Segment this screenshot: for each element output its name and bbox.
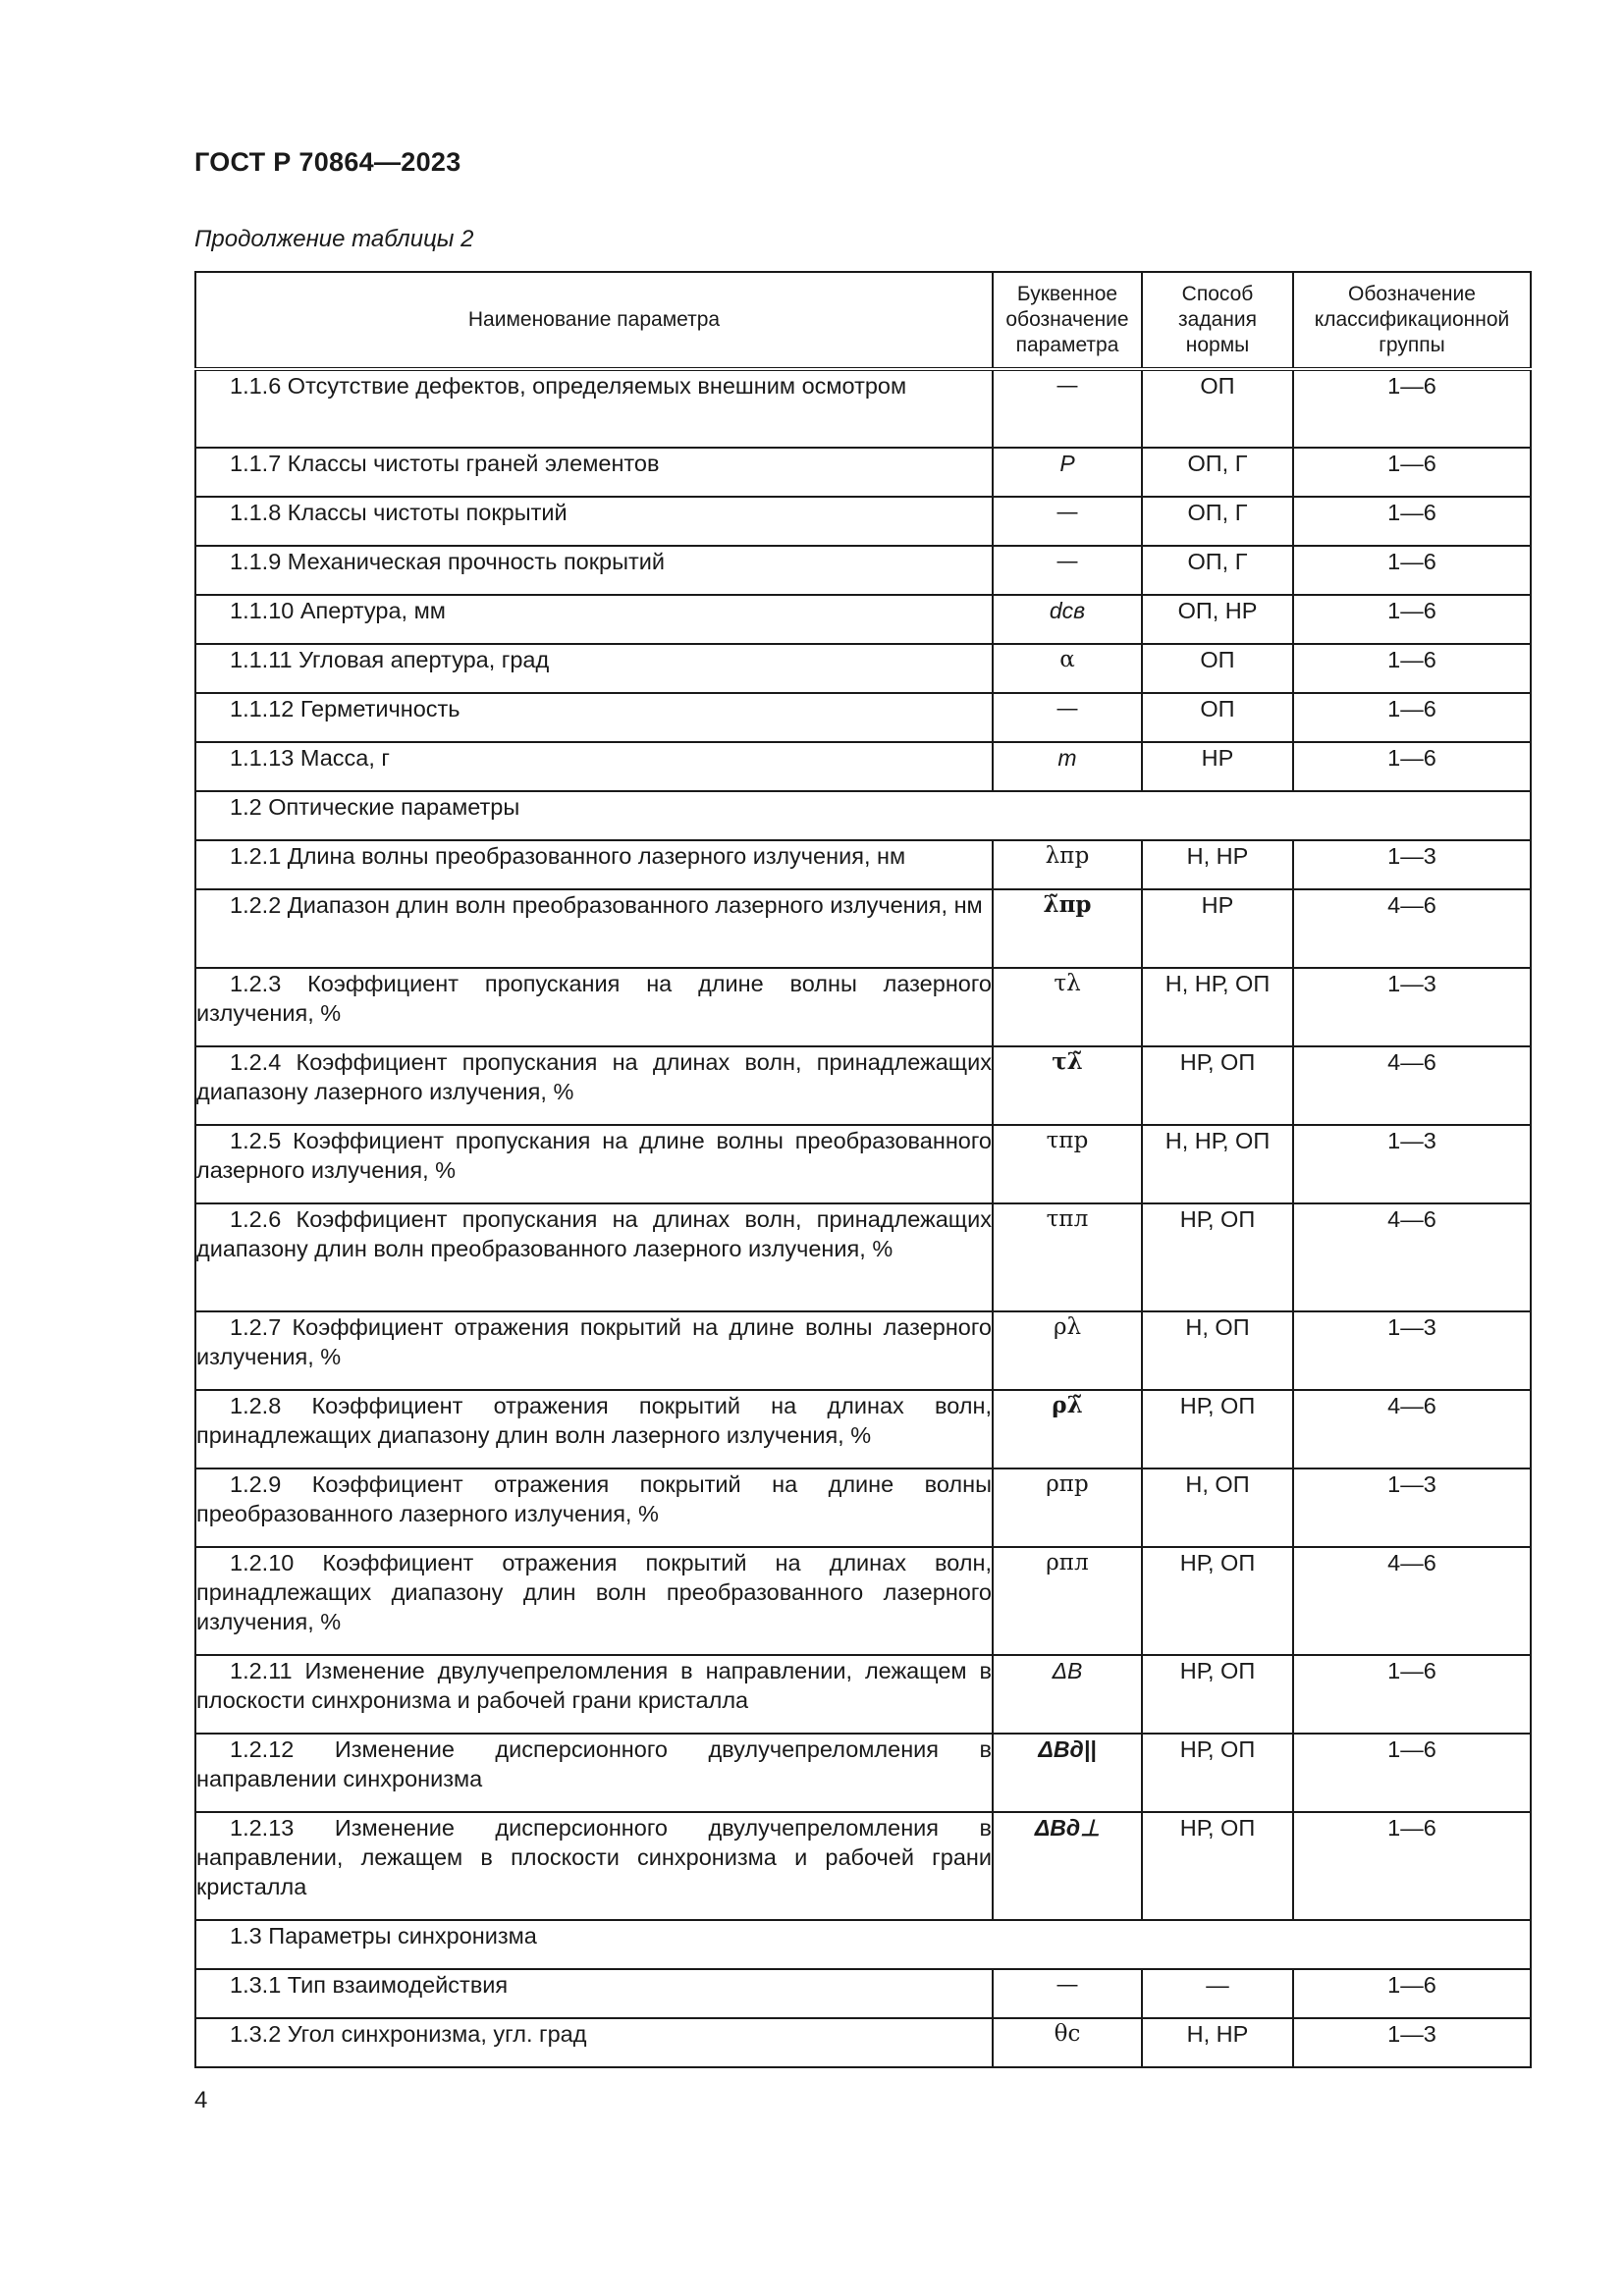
table-row: [195, 1655, 1531, 1734]
row-group: 1—6: [1293, 595, 1531, 644]
row-name: 1.2.8 Коэффициент отражения покрытий на длинах волн, принадлежащих диапазону длин волн лазерного излучения, %: [195, 1390, 993, 1468]
table-row: [195, 742, 1531, 791]
row-method: ОП: [1142, 693, 1293, 742]
row-symbol: τλ: [993, 968, 1142, 1046]
row-method: —: [1142, 1969, 1293, 2018]
row-name: 1.3.1 Тип взаимодействия: [195, 1969, 993, 2018]
row-method: Н, НР, ОП: [1142, 1125, 1293, 1203]
table-row: [195, 546, 1531, 595]
row-method: НР: [1142, 889, 1293, 968]
table-row: [195, 448, 1531, 497]
row-symbol: α: [993, 644, 1142, 693]
row-symbol: —: [993, 693, 1142, 742]
row-symbol: —: [993, 497, 1142, 546]
row-method: НР, ОП: [1142, 1547, 1293, 1655]
row-name: 1.2.9 Коэффициент отражения покрытий на длине волны преобразованного лазерного излучения, %: [195, 1468, 993, 1547]
section-title: 1.3 Параметры синхронизма: [195, 1920, 1531, 1969]
row-symbol: —: [993, 546, 1142, 595]
table-body: [195, 369, 1531, 2067]
row-group: 1—6: [1293, 369, 1531, 448]
row-method: ОП, Г: [1142, 448, 1293, 497]
row-group: 1—6: [1293, 1969, 1531, 2018]
row-group: 1—3: [1293, 968, 1531, 1046]
row-method: ОП, Г: [1142, 546, 1293, 595]
row-group: 1—6: [1293, 1734, 1531, 1812]
row-symbol: ρλ̃: [993, 1390, 1142, 1468]
table-row: [195, 1547, 1531, 1655]
row-group: 4—6: [1293, 1203, 1531, 1311]
row-symbol: m: [993, 742, 1142, 791]
table-row: [195, 1812, 1531, 1920]
row-name: 1.1.9 Механическая прочность покрытий: [195, 546, 993, 595]
row-method: Н, НР: [1142, 840, 1293, 889]
table-row: [195, 644, 1531, 693]
row-group: 4—6: [1293, 1547, 1531, 1655]
row-group: 1—6: [1293, 546, 1531, 595]
row-name: 1.3.2 Угол синхронизма, угл. град: [195, 2018, 993, 2067]
table-caption: Продолжение таблицы 2: [194, 226, 474, 252]
section-row: [195, 791, 1531, 840]
row-symbol: ΔBд||: [993, 1734, 1142, 1812]
row-group: 1—6: [1293, 644, 1531, 693]
row-method: НР, ОП: [1142, 1203, 1293, 1311]
table-row: [195, 1468, 1531, 1547]
row-group: 1—6: [1293, 693, 1531, 742]
row-symbol: —: [993, 1969, 1142, 2018]
row-method: ОП: [1142, 369, 1293, 448]
row-symbol: P: [993, 448, 1142, 497]
table-row: [195, 1390, 1531, 1468]
row-name: 1.2.13 Изменение дисперсионного двулучепреломления в направлении, лежащем в плоскости синхронизма и рабочей грани кристалла: [195, 1812, 993, 1920]
table-row: [195, 2018, 1531, 2067]
row-method: НР, ОП: [1142, 1655, 1293, 1734]
row-symbol: τпл: [993, 1203, 1142, 1311]
row-name: 1.2.6 Коэффициент пропускания на длинах волн, принадлежащих диапазону длин волн преобразованного лазерного излучения, %: [195, 1203, 993, 1311]
row-symbol: τпр: [993, 1125, 1142, 1203]
row-method: ОП, Г: [1142, 497, 1293, 546]
row-name: 1.2.2 Диапазон длин волн преобразованного лазерного излучения, нм: [195, 889, 993, 968]
row-name: 1.2.3 Коэффициент пропускания на длине волны лазерного излучения, %: [195, 968, 993, 1046]
table-row: [195, 1734, 1531, 1812]
header-symbol: Буквенное обозначение параметра: [993, 272, 1142, 369]
section-title: 1.2 Оптические параметры: [195, 791, 1531, 840]
table-row: [195, 595, 1531, 644]
table-row: [195, 889, 1531, 968]
row-method: ОП: [1142, 644, 1293, 693]
row-symbol: θс: [993, 2018, 1142, 2067]
row-name: 1.2.5 Коэффициент пропускания на длине волны преобразованного лазерного излучения, %: [195, 1125, 993, 1203]
row-method: Н, ОП: [1142, 1311, 1293, 1390]
table-row: [195, 693, 1531, 742]
row-name: 1.1.12 Герметичность: [195, 693, 993, 742]
row-group: 1—6: [1293, 742, 1531, 791]
row-name: 1.1.10 Апертура, мм: [195, 595, 993, 644]
row-group: 1—3: [1293, 2018, 1531, 2067]
row-method: Н, НР, ОП: [1142, 968, 1293, 1046]
row-method: НР, ОП: [1142, 1734, 1293, 1812]
table-row: [195, 1046, 1531, 1125]
row-symbol: λпр: [993, 840, 1142, 889]
row-method: НР: [1142, 742, 1293, 791]
table-header-row: [195, 272, 1531, 369]
header-parameter-name: Наименование параметра: [195, 272, 993, 369]
parameters-table: [194, 271, 1532, 2068]
table-row: [195, 1311, 1531, 1390]
row-name: 1.2.7 Коэффициент отражения покрытий на длине волны лазерного излучения, %: [195, 1311, 993, 1390]
row-name: 1.2.11 Изменение двулучепреломления в направлении, лежащем в плоскости синхронизма и рабочей грани кристалла: [195, 1655, 993, 1734]
row-group: 1—3: [1293, 840, 1531, 889]
table-row: [195, 497, 1531, 546]
row-name: 1.2.12 Изменение дисперсионного двулучепреломления в направлении синхронизма: [195, 1734, 993, 1812]
row-group: 1—6: [1293, 448, 1531, 497]
row-group: 1—3: [1293, 1311, 1531, 1390]
row-method: ОП, НР: [1142, 595, 1293, 644]
section-row: [195, 1920, 1531, 1969]
row-name: 1.2.1 Длина волны преобразованного лазерного излучения, нм: [195, 840, 993, 889]
table-row: [195, 1125, 1531, 1203]
header-class-group: Обозначение классификационной группы: [1293, 272, 1531, 369]
table-row: [195, 968, 1531, 1046]
row-method: НР, ОП: [1142, 1390, 1293, 1468]
row-method: Н, НР: [1142, 2018, 1293, 2067]
row-group: 1—3: [1293, 1468, 1531, 1547]
row-method: НР, ОП: [1142, 1046, 1293, 1125]
row-name: 1.1.7 Классы чистоты граней элементов: [195, 448, 993, 497]
row-name: 1.1.11 Угловая апертура, град: [195, 644, 993, 693]
table-row: [195, 840, 1531, 889]
row-method: Н, ОП: [1142, 1468, 1293, 1547]
row-method: НР, ОП: [1142, 1812, 1293, 1920]
page-number: 4: [194, 2087, 208, 2113]
row-group: 1—3: [1293, 1125, 1531, 1203]
table-row: [195, 1203, 1531, 1311]
row-name: 1.2.4 Коэффициент пропускания на длинах волн, принадлежащих диапазону лазерного излучения, %: [195, 1046, 993, 1125]
row-symbol: ΔB: [993, 1655, 1142, 1734]
row-group: 4—6: [1293, 889, 1531, 968]
row-group: 1—6: [1293, 1812, 1531, 1920]
row-group: 4—6: [1293, 1046, 1531, 1125]
row-symbol: ρλ: [993, 1311, 1142, 1390]
row-group: 1—6: [1293, 497, 1531, 546]
row-group: 4—6: [1293, 1390, 1531, 1468]
table-row: [195, 369, 1531, 448]
document-header-title: ГОСТ Р 70864—2023: [194, 147, 461, 177]
header-norm-method: Способ задания нормы: [1142, 272, 1293, 369]
row-symbol: —: [993, 369, 1142, 448]
row-symbol: λ̃пр: [993, 889, 1142, 968]
row-name: 1.1.8 Классы чистоты покрытий: [195, 497, 993, 546]
row-name: 1.1.6 Отсутствие дефектов, определяемых внешним осмотром: [195, 369, 993, 448]
table-row: [195, 1969, 1531, 2018]
row-symbol: ρпр: [993, 1468, 1142, 1547]
row-symbol: ΔBд⊥: [993, 1812, 1142, 1920]
row-symbol: dсв: [993, 595, 1142, 644]
row-name: 1.1.13 Масса, г: [195, 742, 993, 791]
row-symbol: ρпл: [993, 1547, 1142, 1655]
row-group: 1—6: [1293, 1655, 1531, 1734]
row-name: 1.2.10 Коэффициент отражения покрытий на длинах волн, принадлежащих диапазону длин волн преобразованного лазерного излучения, %: [195, 1547, 993, 1655]
row-symbol: τλ̃: [993, 1046, 1142, 1125]
